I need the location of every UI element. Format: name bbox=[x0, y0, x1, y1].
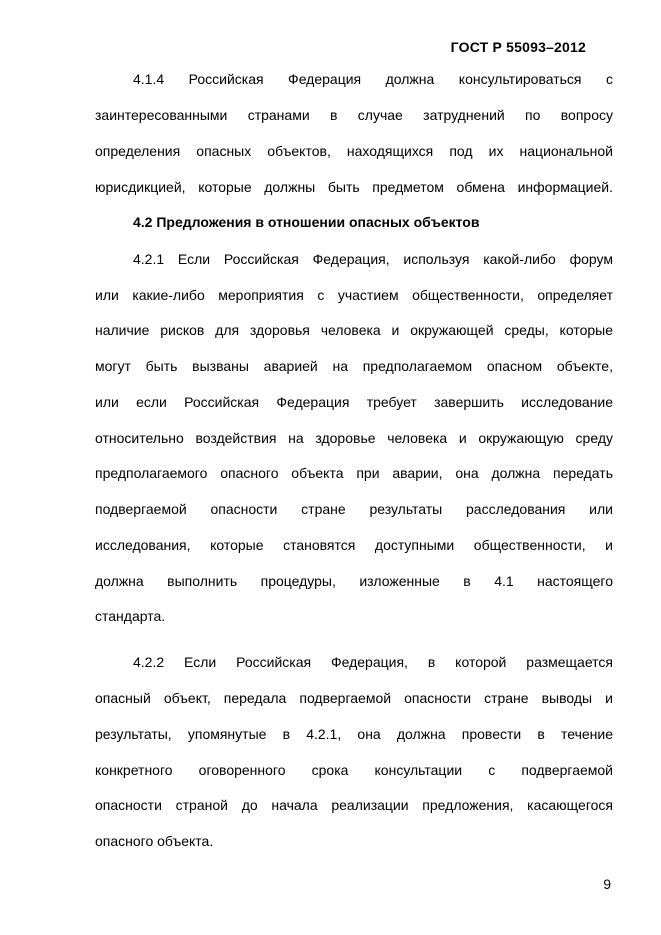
section-heading: 4.2 Предложения в отношении опасных объектов bbox=[133, 214, 480, 230]
paragraph-line: исследования, которые становятся доступными общественности, и bbox=[95, 537, 613, 553]
paragraph-line: или если Российская Федерация требует завершить исследование bbox=[95, 394, 613, 410]
paragraph-line: конкретного оговоренного срока консультации с подвергаемой bbox=[95, 762, 613, 778]
paragraph-line: могут быть вызваны аварией на предполагаемом опасном объекте, bbox=[95, 358, 613, 374]
paragraph-line: стандарта. bbox=[95, 608, 166, 624]
paragraph-line: опасного объекта. bbox=[95, 833, 214, 849]
paragraph-line: определения опасных объектов, находящихся под их национальной bbox=[95, 143, 613, 159]
paragraph-line: опасности страной до начала реализации предложения, касающегося bbox=[95, 797, 613, 813]
paragraph-line: наличие рисков для здоровья человека и окружающей среды, которые bbox=[95, 322, 613, 338]
paragraph-line: подвергаемой опасности стране результаты расследования или bbox=[95, 501, 613, 517]
paragraph-line: относительно воздействия на здоровье человека и окружающую среду bbox=[95, 430, 613, 446]
paragraph-line: предполагаемого опасного объекта при аварии, она должна передать bbox=[95, 465, 613, 481]
paragraph-line: заинтересованными странами в случае затруднений по вопросу bbox=[95, 107, 613, 123]
paragraph-line: юрисдикцией, которые должны быть предметом обмена информацией. bbox=[95, 179, 613, 195]
standard-designation: ГОСТ Р 55093–2012 bbox=[450, 39, 586, 55]
paragraph-line: 4.2.1 Если Российская Федерация, используя какой-либо форум bbox=[133, 251, 613, 267]
paragraph-line: или какие-либо мероприятия с участием общественности, определяет bbox=[95, 287, 613, 303]
paragraph-line: опасный объект, передала подвергаемой опасности стране выводы и bbox=[95, 690, 613, 706]
page-number: 9 bbox=[603, 876, 611, 892]
paragraph-line: 4.1.4 Российская Федерация должна консультироваться с bbox=[133, 71, 613, 87]
paragraph-line: результаты, упомянутые в 4.2.1, она должна провести в течение bbox=[95, 726, 613, 742]
paragraph-line: 4.2.2 Если Российская Федерация, в которой размещается bbox=[133, 654, 613, 670]
paragraph-line: должна выполнить процедуры, изложенные в 4.1 настоящего bbox=[95, 573, 613, 589]
